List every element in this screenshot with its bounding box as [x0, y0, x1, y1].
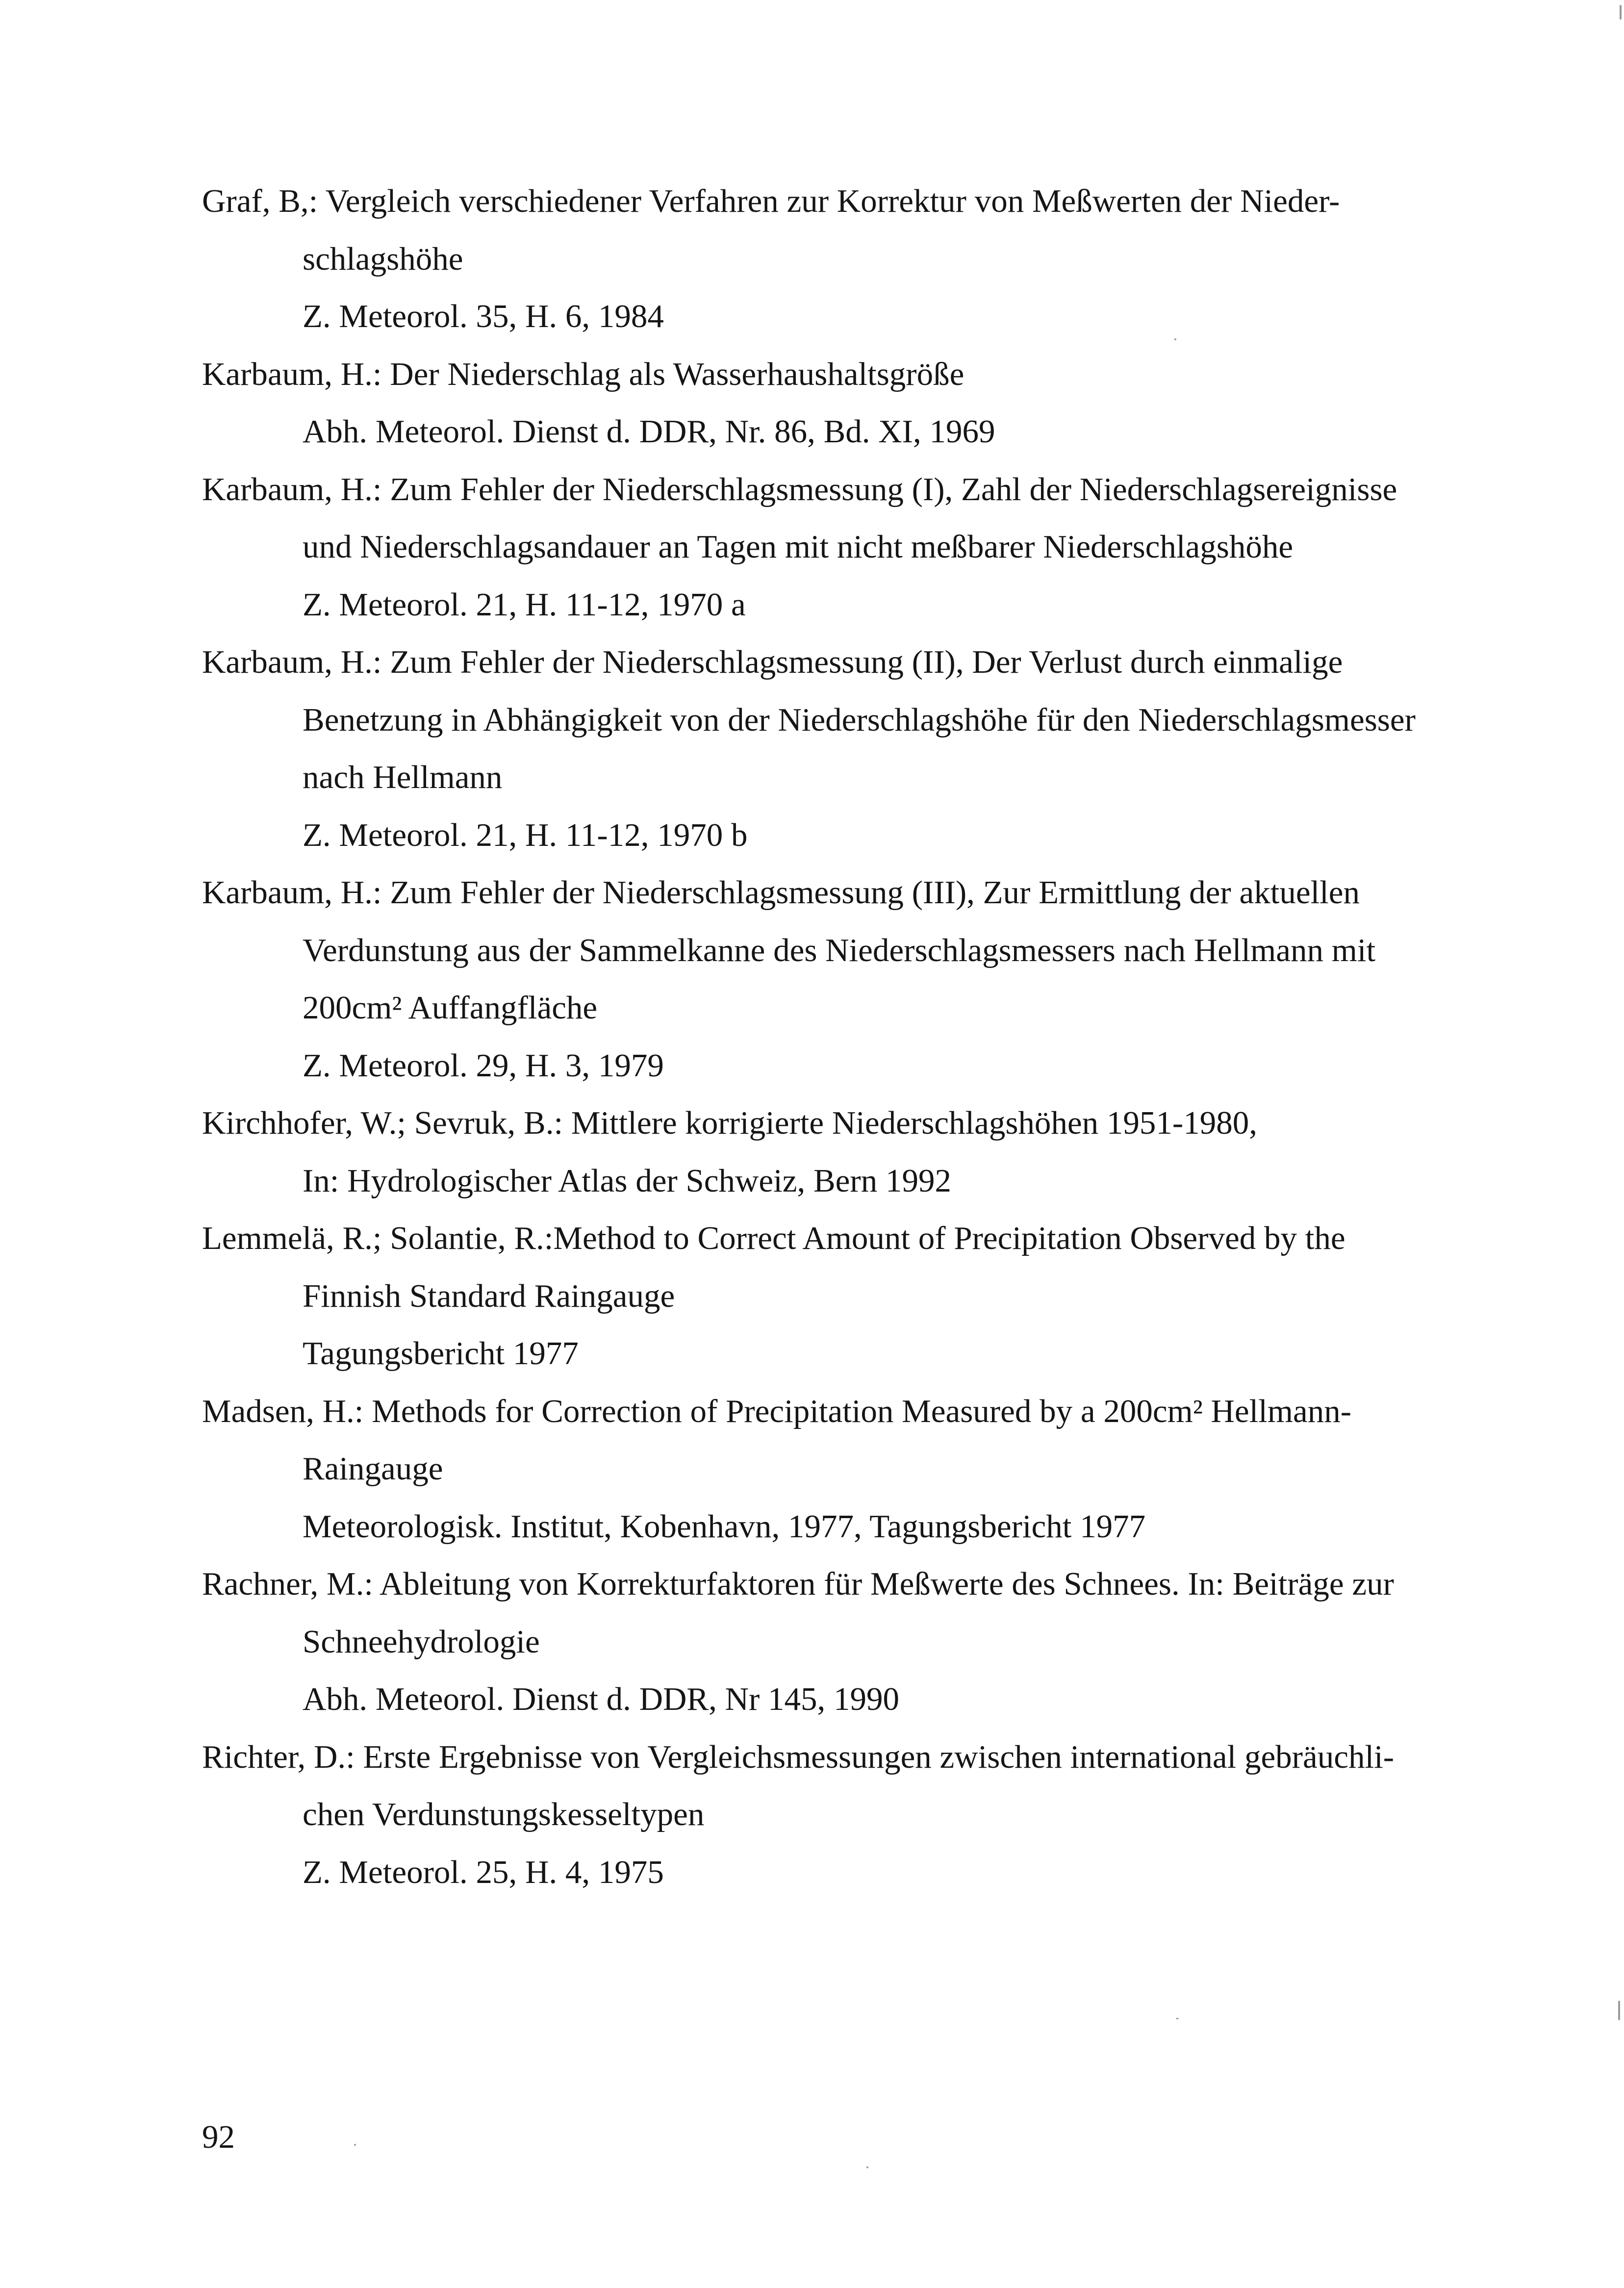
reference-first-line: Lemmelä, R.; Solantie, R.:Method to Correct Amount of Precipitation Observed by the — [202, 1220, 1345, 1256]
reference-source-line: Abh. Meteorol. Dienst d. DDR, Nr 145, 1990 — [303, 1681, 900, 1717]
reference-entry — [202, 461, 1462, 634]
reference-entry — [202, 1210, 1462, 1383]
reference-first-line: Karbaum, H.: Zum Fehler der Niederschlagsmessung (II), Der Verlust durch einmalige — [202, 644, 1343, 680]
scan-speck — [354, 2144, 356, 2146]
reference-source-line: Z. Meteorol. 29, H. 3, 1979 — [303, 1047, 664, 1084]
reference-first-line: Madsen, H.: Methods for Correction of Precipitation Measured by a 200cm² Hellmann- — [202, 1393, 1352, 1429]
reference-first-line: Rachner, M.: Ableitung von Korrekturfaktoren für Meßwerte des Schnees. In: Beiträge zur — [202, 1566, 1394, 1602]
reference-entry — [202, 1383, 1462, 1556]
scan-speck — [1620, 5, 1622, 20]
reference-continuation-line: Verdunstung aus der Sammelkanne des Niederschlagsmessers nach Hellmann mit — [303, 932, 1376, 968]
reference-first-line: Richter, D.: Erste Ergebnisse von Vergleichsmessungen zwischen international gebräuchli- — [202, 1738, 1395, 1775]
reference-source-line: Meteorologisk. Institut, Kobenhavn, 1977, Tagungsbericht 1977 — [303, 1508, 1146, 1545]
reference-entry — [202, 173, 1462, 346]
reference-source-line: Z. Meteorol. 25, H. 4, 1975 — [303, 1854, 664, 1890]
scan-speck — [866, 2166, 868, 2168]
reference-first-line: Karbaum, H.: Zum Fehler der Niederschlagsmessung (III), Zur Ermittlung der aktuellen — [202, 874, 1360, 911]
reference-continuation-line: Schneehydrologie — [303, 1623, 540, 1660]
reference-entry — [202, 346, 1462, 461]
reference-entry — [202, 1729, 1462, 1902]
reference-entry — [202, 1094, 1462, 1210]
reference-source-line: In: Hydrologischer Atlas der Schweiz, Bern 1992 — [303, 1162, 951, 1199]
reference-continuation-line: Benetzung in Abhängigkeit von der Niederschlagshöhe für den Niederschlagsmesser — [303, 701, 1416, 738]
reference-continuation-line: Finnish Standard Raingauge — [303, 1277, 675, 1314]
reference-first-line: Graf, B,: Vergleich verschiedener Verfahren zur Korrektur von Meßwerten der Nieder- — [202, 183, 1340, 219]
reference-first-line: Karbaum, H.: Der Niederschlag als Wasserhaushaltsgröße — [202, 356, 964, 392]
reference-source-line: Z. Meteorol. 21, H. 11-12, 1970 a — [303, 586, 746, 623]
scan-speck — [1176, 2018, 1179, 2019]
reference-continuation-line: und Niederschlagsandauer an Tagen mit nicht meßbarer Niederschlagshöhe — [303, 529, 1294, 565]
reference-continuation-line: Raingauge — [303, 1450, 443, 1487]
reference-continuation-line: chen Verdunstungskesseltypen — [303, 1796, 705, 1832]
reference-first-line: Karbaum, H.: Zum Fehler der Niederschlagsmessung (I), Zahl der Niederschlagsereignisse — [202, 471, 1397, 508]
page-number: 92 — [202, 2119, 235, 2155]
reference-continuation-line: nach Hellmann — [303, 759, 503, 795]
reference-source-line: Tagungsbericht 1977 — [303, 1335, 579, 1372]
reference-entry — [202, 1555, 1462, 1729]
reference-list — [202, 173, 1462, 1901]
scan-speck — [1174, 338, 1176, 340]
reference-source-line: Abh. Meteorol. Dienst d. DDR, Nr. 86, Bd. XI, 1969 — [303, 413, 995, 450]
scan-speck — [1618, 2001, 1620, 2020]
reference-source-line: Z. Meteorol. 21, H. 11-12, 1970 b — [303, 816, 748, 853]
reference-continuation-line: 200cm² Auffangfläche — [303, 990, 598, 1026]
reference-entry — [202, 864, 1462, 1094]
reference-first-line: Kirchhofer, W.; Sevruk, B.: Mittlere korrigierte Niederschlagshöhen 1951-1980, — [202, 1105, 1257, 1141]
reference-source-line: Z. Meteorol. 35, H. 6, 1984 — [303, 298, 664, 334]
reference-entry — [202, 634, 1462, 864]
reference-continuation-line: schlagshöhe — [303, 240, 463, 277]
